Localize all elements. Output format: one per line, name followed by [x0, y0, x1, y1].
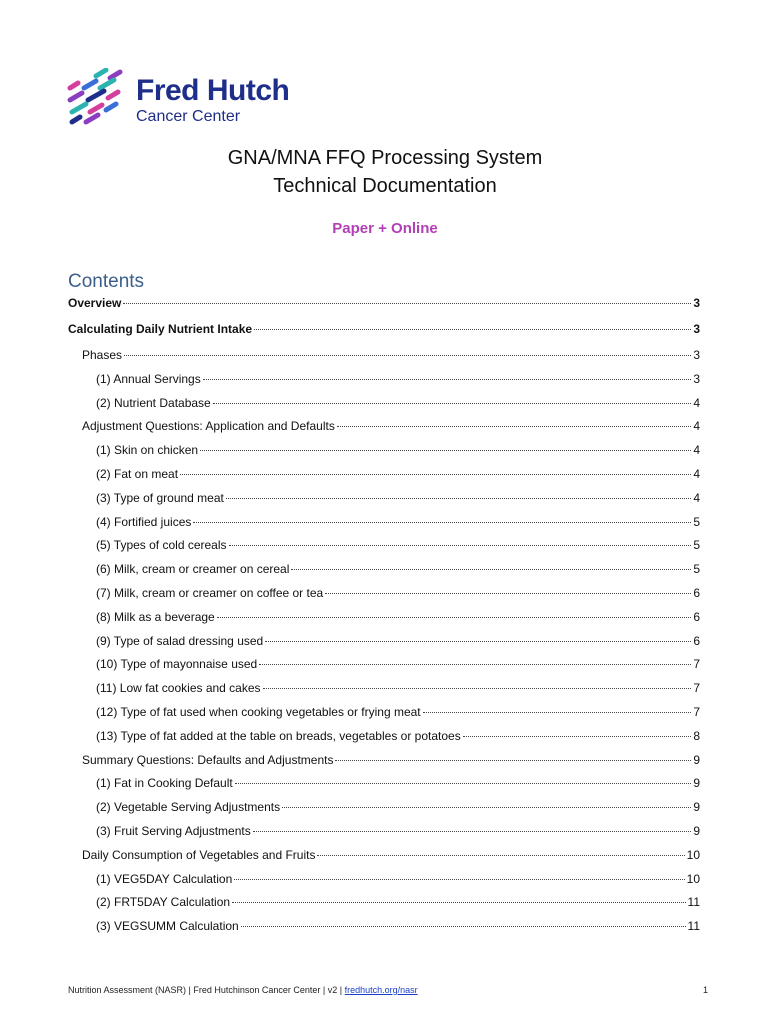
toc-entry-page: 10 — [686, 871, 700, 886]
toc-entry-page: 11 — [687, 919, 700, 934]
toc-entry[interactable] — [68, 538, 700, 562]
toc-entry[interactable] — [68, 705, 700, 729]
toc-dot-leader — [265, 640, 691, 642]
toc-entry[interactable] — [68, 443, 700, 467]
toc-dot-leader — [217, 616, 692, 618]
logo-subtitle: Cancer Center — [136, 108, 241, 125]
toc-entry-label: (3) Type of ground meat — [96, 490, 224, 505]
toc-entry-page: 11 — [687, 895, 700, 910]
toc-dot-leader — [124, 354, 691, 356]
page-footer — [68, 985, 708, 995]
logo-title: Fred Hutch — [136, 74, 290, 107]
toc-dot-leader — [234, 878, 684, 880]
toc-entry[interactable] — [68, 800, 700, 824]
toc-entry-page: 8 — [693, 728, 700, 743]
toc-entry-label: (5) Types of cold cereals — [96, 538, 227, 553]
document-title-line2: Technical Documentation — [273, 175, 497, 197]
toc-entry-page: 4 — [693, 466, 700, 481]
toc-entry-page: 3 — [693, 371, 700, 386]
toc-entry-label: (8) Milk as a beverage — [96, 609, 215, 624]
toc-entry-page: 9 — [693, 776, 700, 791]
toc-dot-leader — [463, 735, 692, 737]
toc-entry-page: 3 — [693, 348, 700, 362]
fred-hutch-logo — [66, 68, 296, 128]
toc-entry-label: (7) Milk, cream or creamer on coffee or tea — [96, 585, 324, 600]
toc-entry-page: 6 — [693, 585, 700, 600]
toc-entry-page: 7 — [693, 657, 700, 672]
toc-dot-leader — [226, 497, 691, 499]
toc-entry-page: 4 — [693, 419, 700, 434]
toc-entry[interactable] — [68, 824, 700, 848]
footer-link[interactable]: fredhutch.org/nasr — [344, 985, 418, 995]
toc-entry-label: (1) VEG5DAY Calculation — [96, 871, 233, 886]
toc-entry[interactable] — [68, 396, 700, 420]
toc-entry-label: Phases — [82, 348, 123, 362]
toc-dot-leader — [259, 663, 691, 665]
toc-entry-label: (3) VEGSUMM Calculation — [96, 919, 239, 934]
toc-entry-label: (1) Skin on chicken — [96, 443, 199, 458]
toc-entry-page: 5 — [693, 538, 700, 553]
toc-entry[interactable] — [68, 753, 700, 777]
toc-entry-label: (2) Vegetable Serving Adjustments — [96, 800, 281, 815]
toc-dot-leader — [335, 759, 691, 761]
toc-entry-label: (13) Type of fat added at the table on breads, vegetables or potatoes — [96, 728, 461, 743]
toc-entry[interactable] — [68, 848, 700, 872]
toc-entry-label: (1) Fat in Cooking Default — [96, 776, 233, 791]
toc-dot-leader — [337, 425, 691, 427]
toc-dot-leader — [213, 402, 692, 404]
toc-entry[interactable] — [68, 872, 700, 896]
toc-entry[interactable] — [68, 729, 700, 753]
page-number: 1 — [702, 985, 708, 995]
toc-entry-label: (11) Low fat cookies and cakes — [96, 681, 261, 696]
toc-entry[interactable] — [68, 348, 700, 372]
toc-dot-leader — [282, 806, 691, 808]
toc-entry[interactable] — [68, 681, 700, 705]
toc-dot-leader — [235, 782, 692, 784]
toc-entry-label: (1) Annual Servings — [96, 371, 201, 386]
toc-entry[interactable] — [68, 657, 700, 681]
toc-dot-leader — [123, 302, 691, 304]
toc-entry-page: 3 — [693, 296, 700, 310]
toc-dot-leader — [317, 854, 684, 856]
toc-entry[interactable] — [68, 322, 700, 348]
toc-entry-page: 4 — [693, 490, 700, 505]
toc-entry[interactable] — [68, 895, 700, 919]
toc-entry-page: 9 — [693, 800, 700, 815]
toc-entry[interactable] — [68, 919, 700, 943]
toc-entry-label: Adjustment Questions: Application and Defaults — [82, 419, 335, 434]
toc-entry-page: 9 — [693, 752, 700, 767]
toc-entry-label: (6) Milk, cream or creamer on cereal — [96, 562, 290, 577]
toc-dot-leader — [291, 568, 691, 570]
toc-entry-page: 10 — [686, 847, 700, 862]
toc-entry-page: 7 — [693, 681, 700, 696]
toc-entry-label: Calculating Daily Nutrient Intake — [68, 322, 253, 336]
toc-dot-leader — [229, 544, 692, 546]
toc-dot-leader — [254, 328, 691, 330]
toc-entry-label: Summary Questions: Defaults and Adjustments — [82, 752, 334, 767]
toc-entry-label: (2) Nutrient Database — [96, 395, 211, 410]
toc-entry-label: (2) FRT5DAY Calculation — [96, 895, 231, 910]
toc-entry-label: (4) Fortified juices — [96, 514, 192, 529]
toc-entry-page: 6 — [693, 609, 700, 624]
toc-entry[interactable] — [68, 634, 700, 658]
title-block — [0, 144, 770, 237]
toc-entry-page: 9 — [693, 823, 700, 838]
toc-entry-label: (2) Fat on meat — [96, 466, 179, 481]
toc-dot-leader — [263, 687, 692, 689]
contents-heading: Contents — [68, 271, 145, 292]
toc-entry-page: 5 — [693, 562, 700, 577]
toc-entry[interactable] — [68, 776, 700, 800]
toc-entry-page: 6 — [693, 633, 700, 648]
toc-entry-label: (12) Type of fat used when cooking vegetables or frying meat — [96, 704, 421, 719]
document-title-line1: GNA/MNA FFQ Processing System — [227, 147, 543, 169]
toc-entry[interactable] — [68, 296, 700, 322]
toc-entry[interactable] — [68, 586, 700, 610]
toc-entry-label: (10) Type of mayonnaise used — [96, 657, 258, 672]
toc-dot-leader — [203, 378, 692, 380]
document-subtitle: Paper + Online — [332, 220, 438, 237]
toc-entry[interactable] — [68, 562, 700, 586]
table-of-contents — [68, 296, 700, 943]
toc-entry[interactable] — [68, 491, 700, 515]
toc-entry-label: Daily Consumption of Vegetables and Fruits — [82, 847, 316, 862]
footer-text — [68, 985, 418, 995]
toc-dot-leader — [232, 901, 685, 903]
toc-dot-leader — [200, 449, 691, 451]
toc-dot-leader — [423, 711, 692, 713]
toc-entry[interactable] — [68, 467, 700, 491]
toc-entry[interactable] — [68, 372, 700, 396]
footer-info: Nutrition Assessment (NASR) | Fred Hutchinson Cancer Center | v2 | — [68, 985, 345, 995]
toc-entry-label: (3) Fruit Serving Adjustments — [96, 823, 251, 838]
toc-entry[interactable] — [68, 515, 700, 539]
fred-hutch-logo-mark-icon — [66, 68, 124, 126]
toc-dot-leader — [193, 521, 691, 523]
toc-entry-label: (9) Type of salad dressing used — [96, 633, 264, 648]
toc-entry[interactable] — [68, 610, 700, 634]
toc-entry-page: 4 — [693, 395, 700, 410]
toc-dot-leader — [180, 473, 691, 475]
toc-dot-leader — [253, 830, 692, 832]
document-title — [0, 144, 770, 200]
toc-entry-label: Overview — [68, 296, 122, 310]
toc-entry-page: 7 — [693, 704, 700, 719]
toc-entry-page: 3 — [693, 322, 700, 336]
toc-dot-leader — [325, 592, 691, 594]
toc-entry[interactable] — [68, 419, 700, 443]
toc-entry-page: 5 — [693, 514, 700, 529]
toc-entry-page: 4 — [693, 443, 700, 458]
toc-dot-leader — [241, 925, 686, 927]
